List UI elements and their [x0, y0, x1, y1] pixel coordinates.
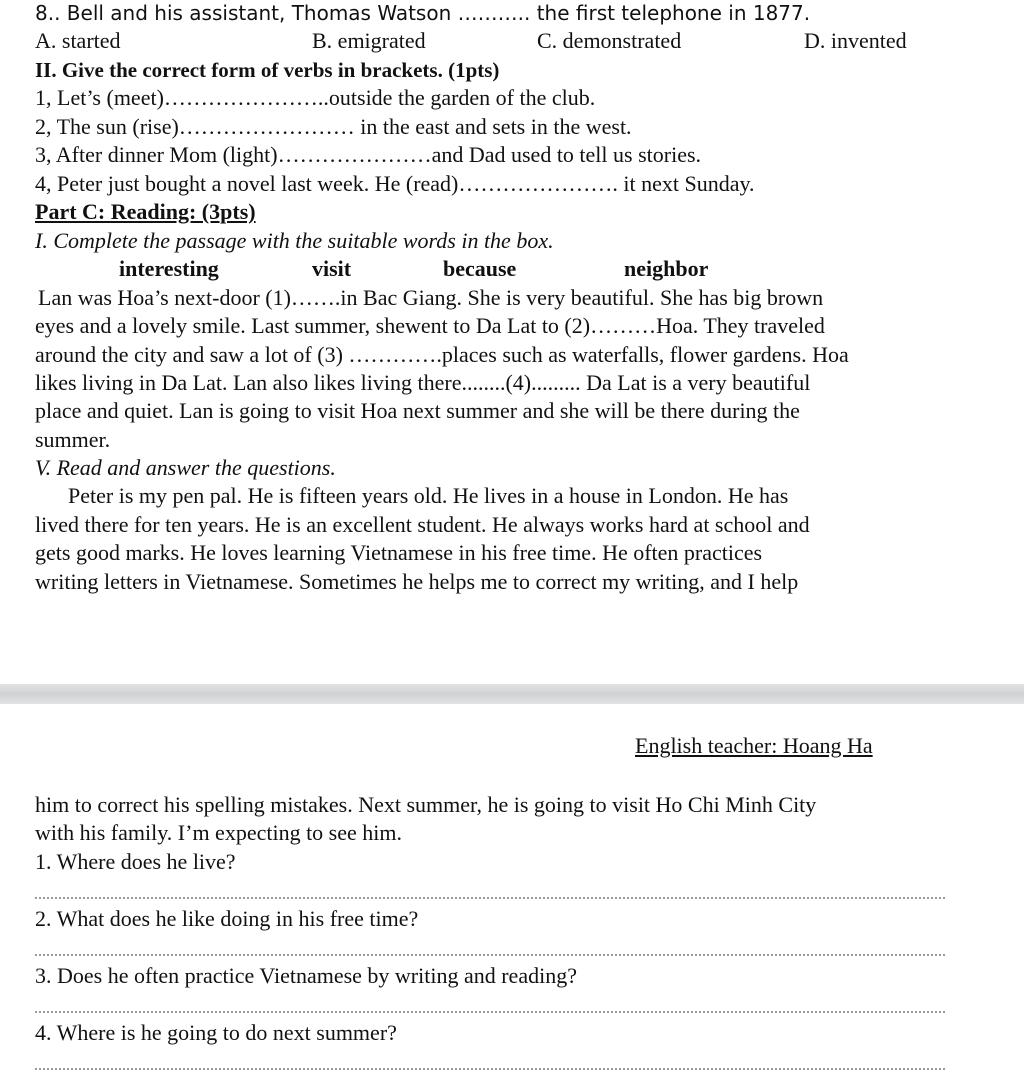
verb-item-1: 1, Let’s (meet)…………………..outside the garden of the club. — [35, 85, 596, 110]
passage-2-line: Peter is my pen pal. He is fifteen years old. He lives in a house in London. He has — [68, 483, 789, 508]
word-box-item: visit — [312, 256, 352, 281]
option-c: C. demonstrated — [537, 28, 682, 53]
passage-2-continuation-line: with his family. I’m expecting to see him. — [35, 820, 402, 845]
word-box-item: because — [443, 256, 517, 281]
teacher-signature: English teacher: Hoang Ha — [635, 733, 873, 758]
verb-item-3: 3, After dinner Mom (light)…………………and Dad used to tell us stories. — [35, 142, 702, 167]
passage-1-line: place and quiet. Lan is going to visit Hoa next summer and she will be there during the — [35, 398, 800, 423]
task-1-instruction: I. Complete the passage with the suitable words in the box. — [35, 228, 554, 253]
option-a: A. started — [35, 28, 121, 53]
passage-1-line: around the city and saw a lot of (3) ………….places such as waterfalls, flower gardens. Hoa — [35, 342, 849, 367]
word-box-item: interesting — [119, 256, 219, 281]
passage-2-line: lived there for ten years. He is an excellent student. He always works hard at school and — [35, 512, 810, 537]
passage-1-line: Lan was Hoa’s next-door (1)…….in Bac Giang. She is very beautiful. She has big brown — [38, 285, 824, 310]
verb-item-2: 2, The sun (rise)…………………… in the east and sets in the west. — [35, 114, 632, 139]
passage-1-line: summer. — [35, 427, 111, 452]
task-2-instruction: V. Read and answer the questions. — [35, 455, 336, 480]
question-1: 1. Where does he live? — [35, 849, 236, 874]
question-8-stem: 8.. Bell and his assistant, Thomas Watson ……….. the first telephone in 1877. — [35, 1, 811, 25]
passage-1-line: likes living in Da Lat. Lan also likes living there........(4)......... Da Lat is a very beautiful — [35, 370, 811, 395]
answer-line-2 — [35, 954, 945, 956]
part-c-heading: Part C: Reading: (3pts) — [35, 199, 256, 224]
question-2: 2. What does he like doing in his free time? — [35, 906, 419, 931]
section-2-heading: II. Give the correct form of verbs in brackets. (1pts) — [35, 58, 500, 82]
verb-item-4: 4, Peter just bought a novel last week. He (read)…………………. it next Sunday. — [35, 171, 755, 196]
page-break-divider — [0, 684, 1024, 704]
answer-line-4 — [35, 1068, 945, 1070]
question-3: 3. Does he often practice Vietnamese by writing and reading? — [35, 963, 577, 988]
answer-line-1 — [35, 897, 945, 899]
passage-2-line: writing letters in Vietnamese. Sometimes he helps me to correct my writing, and I help — [35, 569, 799, 594]
passage-2-line: gets good marks. He loves learning Vietnamese in his free time. He often practices — [35, 540, 763, 565]
option-d: D. invented — [804, 28, 907, 53]
option-b: B. emigrated — [312, 28, 426, 53]
word-box-item: neighbor — [624, 256, 709, 281]
passage-2-continuation-line: him to correct his spelling mistakes. Next summer, he is going to visit Ho Chi Minh City — [35, 792, 817, 817]
passage-1-line: eyes and a lovely smile. Last summer, shewent to Da Lat to (2)………Hoa. They traveled — [35, 313, 825, 338]
answer-line-3 — [35, 1011, 945, 1013]
question-4: 4. Where is he going to do next summer? — [35, 1020, 397, 1045]
